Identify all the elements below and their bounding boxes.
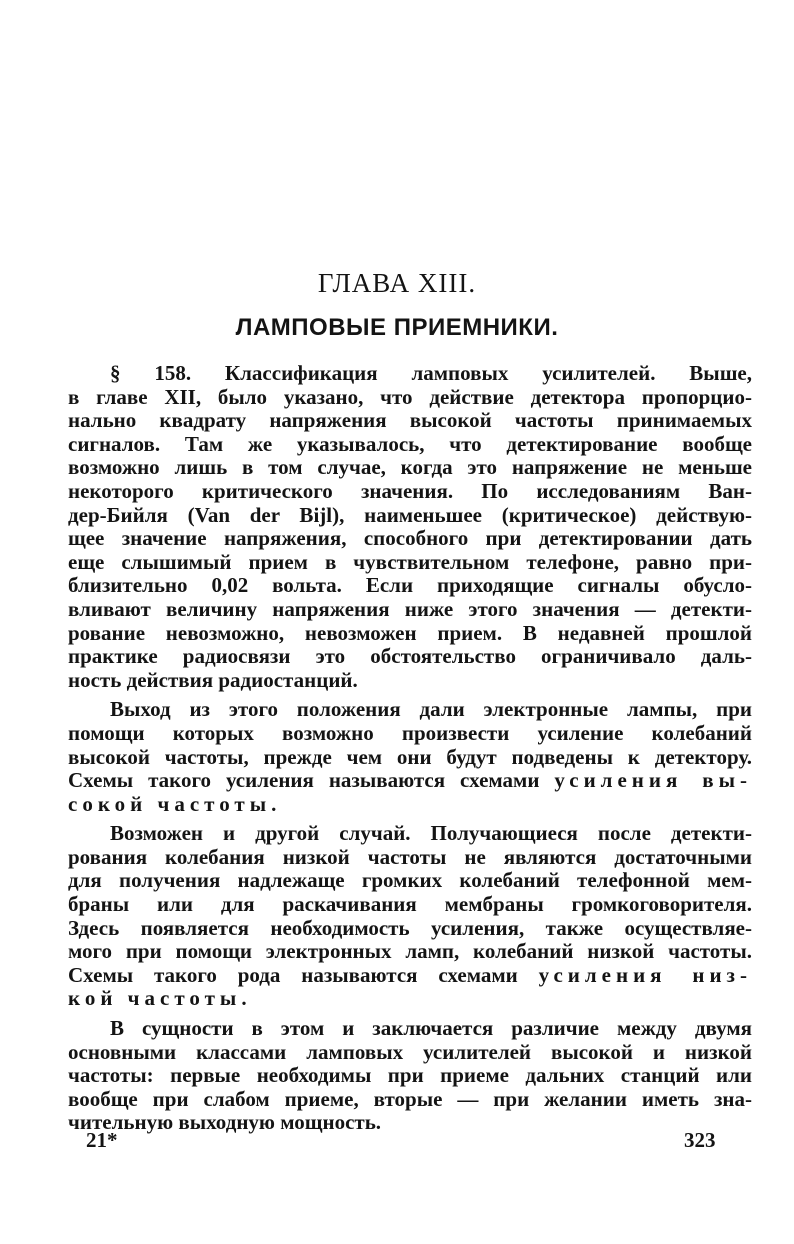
- text-segment: нально квадрату напряжения высокой частоты принимаемых: [68, 408, 752, 433]
- chapter-heading: ГЛАВА XIII.: [317, 268, 477, 298]
- text-segment: близительно 0,02 вольта. Если приходящие сигналы обусло-: [68, 573, 752, 598]
- text-line: [68, 746, 752, 770]
- text-line: [68, 1041, 752, 1065]
- text-line: [68, 409, 752, 433]
- signature-mark: 21*: [86, 1128, 118, 1152]
- text-segment: для получения надлежаще громких колебаний телефонной мем-: [68, 868, 752, 893]
- text-line: [68, 793, 752, 817]
- text-line: [68, 1088, 752, 1112]
- text-segment: сигналов. Там же указывалось, что детектирование вообще: [68, 431, 752, 456]
- text-line: [68, 527, 752, 551]
- text-segment: рование невозможно, невозможен прием. В недавней прошлой: [68, 620, 752, 645]
- text-segment: высокой частоты, прежде чем они будут подведены к детектору.: [68, 744, 752, 769]
- text-segment: дер-Бийля (Van der Bijl), наименьшее (критическое) действую-: [68, 502, 752, 527]
- text-line: [68, 598, 752, 622]
- text-line: [68, 574, 752, 598]
- text-line: [68, 669, 752, 693]
- text-segment: щее значение напряжения, способного при детектировании дать: [68, 526, 752, 551]
- text-segment: вообще при слабом приеме, вторые — при желании иметь зна-: [68, 1086, 752, 1111]
- text-line: [68, 987, 752, 1011]
- text-segment: помощи которых возможно произвести усиление колебаний: [68, 720, 752, 745]
- text-line: [68, 362, 752, 386]
- text-line: [68, 456, 752, 480]
- spaced-emphasis: усиления низ-: [538, 962, 752, 987]
- text-segment: ность действия радиостанций.: [68, 667, 358, 692]
- text-segment: в главе XII, было указано, что действие детектора пропорцио-: [68, 384, 752, 409]
- text-segment: .: [241, 986, 247, 1011]
- paragraph: [68, 698, 752, 816]
- text-segment: Выше,: [655, 361, 752, 385]
- spaced-emphasis: сокой частоты: [68, 791, 272, 816]
- text-line: [68, 1017, 752, 1041]
- text-line: [68, 822, 752, 846]
- text-segment: Схемы такого рода называются схемами: [68, 962, 539, 987]
- paragraph: [68, 362, 752, 692]
- text-line: [68, 433, 752, 457]
- spaced-emphasis: усиления вы-: [554, 768, 752, 793]
- text-segment: частоты: первые необходимы при приеме дальних станций или: [68, 1063, 752, 1088]
- text-line: [68, 893, 752, 917]
- text-line: [68, 1064, 752, 1088]
- text-segment: некоторого критического значения. По исследованиям Ван-: [68, 478, 752, 503]
- text-line: [68, 964, 752, 988]
- text-line: [68, 698, 752, 722]
- body-text: [68, 362, 752, 1141]
- text-segment: Здесь появляется необходимость усиления, также осуществляе-: [68, 915, 752, 940]
- text-line: [68, 846, 752, 870]
- text-segment: Выход из этого положения дали электронные лампы, при: [110, 697, 752, 722]
- section-heading: § 158. Классификация ламповых усилителей.: [110, 361, 656, 385]
- text-segment: Возможен и другой случай. Получающиеся после детекти-: [110, 821, 752, 846]
- text-line: [68, 622, 752, 646]
- text-segment: браны или для раскачивания мембраны громкоговорителя.: [68, 892, 752, 917]
- text-segment: практике радиосвязи это обстоятельство ограничивало даль-: [68, 644, 752, 669]
- text-segment: вливают величину напряжения ниже этого значения — детекти-: [68, 596, 752, 621]
- text-line: [68, 722, 752, 746]
- text-segment: Схемы такого усиления называются схемами: [68, 768, 555, 793]
- text-line: [68, 869, 752, 893]
- spaced-emphasis: кой частоты: [68, 986, 242, 1011]
- text-line: [68, 504, 752, 528]
- paragraph: [68, 1017, 752, 1135]
- text-segment: чительную выходную мощность.: [68, 1110, 382, 1135]
- text-line: [68, 386, 752, 410]
- text-line: [68, 480, 752, 504]
- text-segment: еще слышимый прием в чувствительном телефоне, равно при-: [68, 549, 752, 574]
- text-line: [68, 917, 752, 941]
- text-line: [68, 940, 752, 964]
- text-line: [68, 645, 752, 669]
- text-segment: .: [271, 791, 277, 816]
- text-segment: мого при помощи электронных ламп, колебаний низкой частоты.: [68, 939, 752, 964]
- text-segment: В сущности в этом и заключается различие между двумя: [110, 1016, 752, 1041]
- text-segment: основными классами ламповых усилителей высокой и низкой: [68, 1039, 752, 1064]
- text-line: [68, 1111, 752, 1135]
- text-segment: рования колебания низкой частоты не являются достаточными: [68, 844, 752, 869]
- text-line: [68, 551, 752, 575]
- chapter-title: ЛАМПОВЫЕ ПРИЕМНИКИ.: [235, 314, 559, 341]
- text-line: [68, 769, 752, 793]
- page-number: 323: [684, 1128, 716, 1152]
- paragraph: [68, 822, 752, 1011]
- text-segment: возможно лишь в том случае, когда это напряжение не меньше: [68, 455, 752, 480]
